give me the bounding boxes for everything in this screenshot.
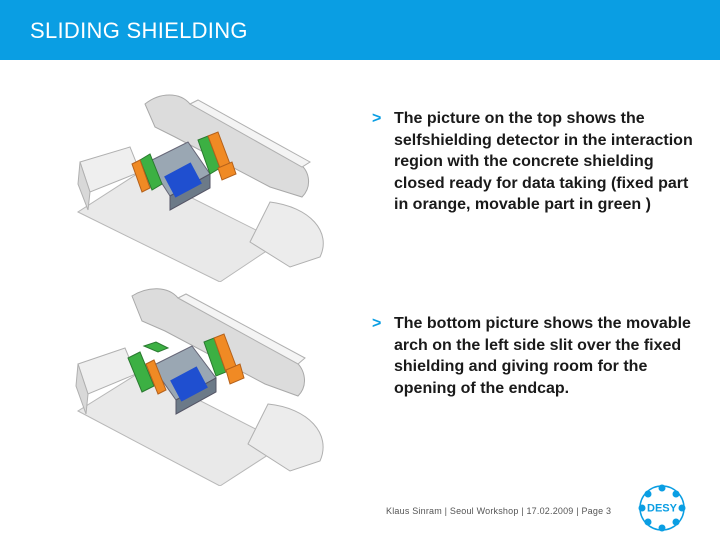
bullet-text: The picture on the top shows the selfshielding detector in the interaction region with the concrete shielding closed ready for data taking (fixed part in orange, movable part in green )	[394, 110, 693, 213]
detector-closed-image	[70, 92, 340, 282]
footer-text: Klaus Sinram | Seoul Workshop | 17.02.2009 | Page 3	[386, 506, 612, 516]
bullet-marker: >	[372, 315, 382, 332]
bullet-text: The bottom picture shows the movable arch on the left side slit over the fixed shielding and giving room for the opening of the endcap.	[394, 315, 691, 397]
detector-open-image	[70, 286, 340, 486]
bullet-bottom-picture	[372, 313, 702, 399]
bullet-marker: >	[372, 110, 382, 127]
slide-title: SLIDING SHIELDING	[30, 18, 248, 43]
bullet-top-picture	[372, 108, 702, 216]
title-bar	[0, 0, 720, 60]
desy-logo-text: DESY	[647, 502, 677, 515]
desy-logo	[636, 482, 688, 534]
